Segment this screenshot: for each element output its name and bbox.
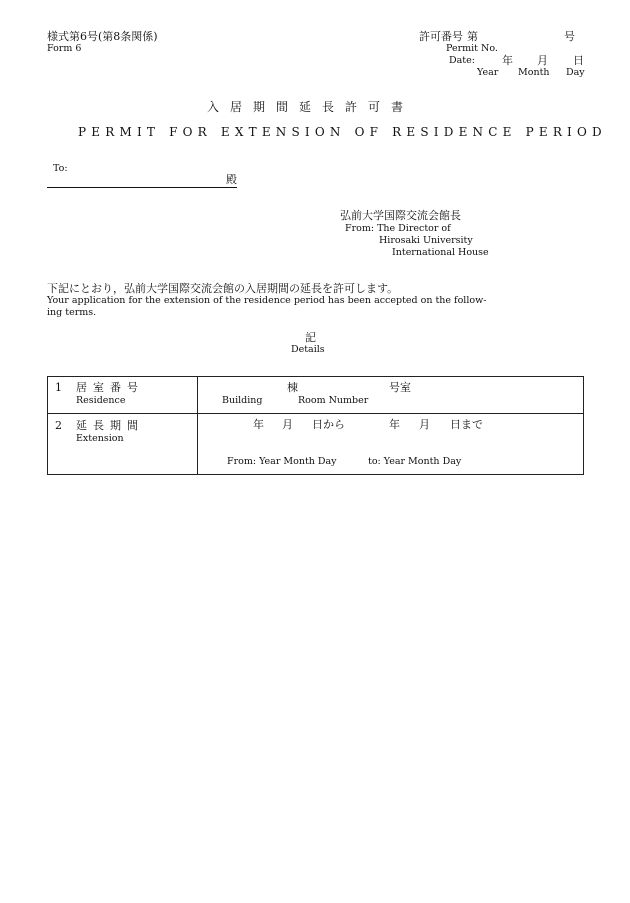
sender-en-line2: Hirosaki University xyxy=(379,235,473,246)
extension-label-cell xyxy=(48,414,198,475)
building-jp: 棟 xyxy=(287,381,298,394)
table-row xyxy=(48,377,584,414)
date-year-jp: 年 xyxy=(502,54,513,67)
sender-en-line3: International House xyxy=(392,247,489,258)
date-label: Date: xyxy=(449,55,475,66)
building-en: Building xyxy=(222,395,263,406)
extension-value-cell xyxy=(198,414,584,475)
room-en: Room Number xyxy=(298,395,369,406)
recipient-label: To: xyxy=(53,163,68,174)
from-en: From: Year Month Day xyxy=(227,456,337,467)
to-en: to: Year Month Day xyxy=(368,456,462,467)
residence-label-en: Residence xyxy=(76,395,126,406)
title-en: PERMIT FOR EXTENSION OF RESIDENCE PERIOD xyxy=(78,125,607,139)
permit-number-go: 号 xyxy=(564,30,575,43)
form-number-jp: 様式第6号(第8条関係) xyxy=(47,30,158,43)
to-year-jp: 年 xyxy=(389,418,400,431)
row-number: 2 xyxy=(55,419,62,432)
title-jp: 入居期間延長許可書 xyxy=(207,100,415,114)
residence-label-jp: 居室番号 xyxy=(76,381,144,394)
recipient-underline xyxy=(47,187,237,188)
permit-number-dai: 第 xyxy=(467,30,478,43)
row-number: 1 xyxy=(55,381,62,394)
date-day-jp: 日 xyxy=(573,54,584,67)
extension-label-en: Extension xyxy=(76,433,124,444)
permit-number-en: Permit No. xyxy=(446,43,498,54)
date-month-jp: 月 xyxy=(537,54,548,67)
extension-label-jp: 延長期間 xyxy=(76,419,144,432)
date-day-en: Day xyxy=(566,67,585,78)
date-year-en: Year xyxy=(477,67,499,78)
permit-number-label-jp: 許可番号 xyxy=(419,30,463,43)
from-day-jp: 日から xyxy=(312,418,345,431)
body-text-en-line2: ing terms. xyxy=(47,307,97,318)
sender-jp: 弘前大学国際交流会館長 xyxy=(340,209,461,222)
residence-label-cell xyxy=(48,377,198,414)
to-month-jp: 月 xyxy=(419,418,430,431)
date-month-en: Month xyxy=(518,67,550,78)
from-year-jp: 年 xyxy=(253,418,264,431)
body-text-en-line1: Your application for the extension of the residence period has been accepted on the follow- xyxy=(47,295,487,306)
sender-en-line1: From: The Director of xyxy=(345,223,451,234)
form-number-en: Form 6 xyxy=(47,43,82,54)
details-heading-en: Details xyxy=(291,344,325,355)
details-table xyxy=(47,376,584,475)
recipient-honorific: 殿 xyxy=(226,173,237,186)
residence-value-cell xyxy=(198,377,584,414)
table-row xyxy=(48,414,584,475)
details-heading-jp: 記 xyxy=(305,331,316,344)
to-day-jp: 日まで xyxy=(450,418,483,431)
from-month-jp: 月 xyxy=(282,418,293,431)
body-text-jp: 下記にとおり，弘前大学国際交流会館の入居期間の延長を許可します。 xyxy=(47,282,399,295)
room-jp: 号室 xyxy=(389,381,411,394)
